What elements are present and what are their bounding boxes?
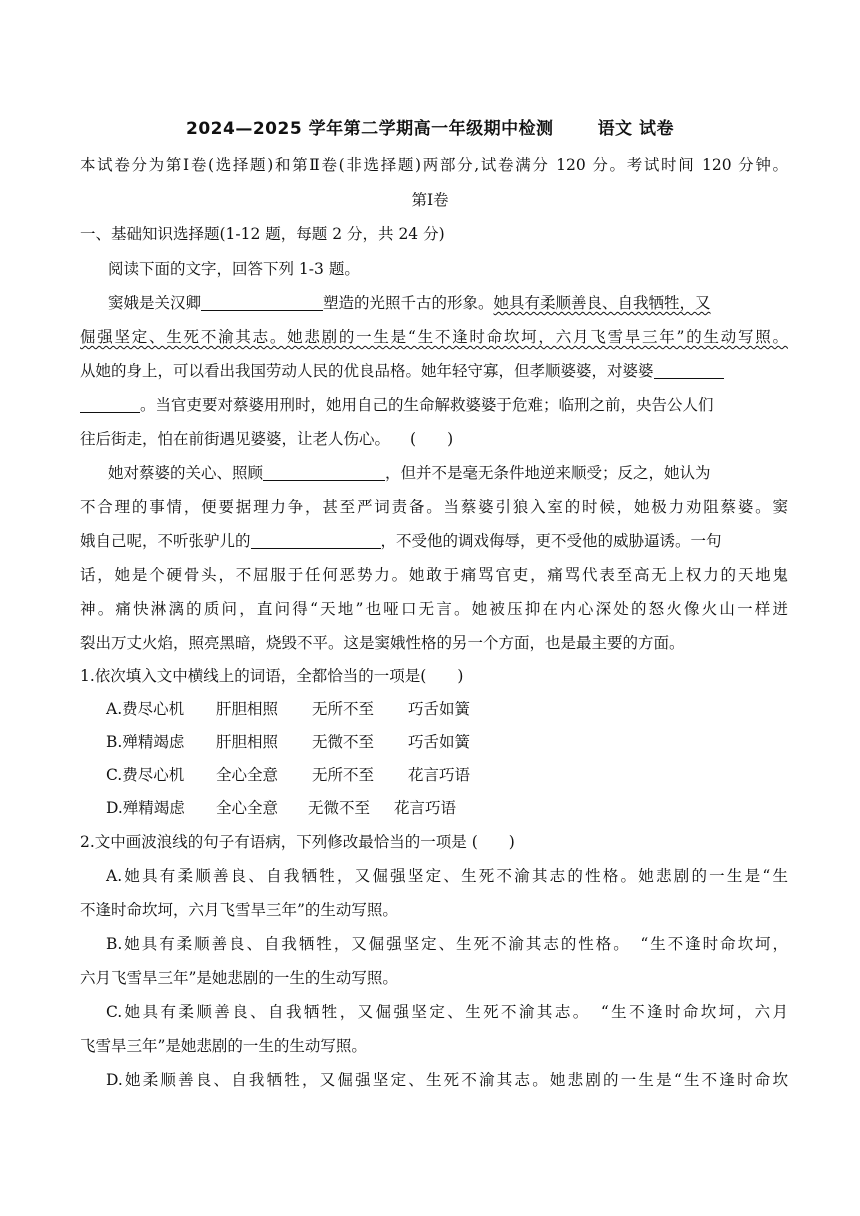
q1-option-c [106,765,786,785]
option-text: 花言巧语 [408,766,471,784]
exam-title [0,114,860,139]
passage-text: 往后街走，怕在前街遇见婆婆，让老人伤心。 [80,430,391,448]
q2-option-c: C.她具有柔顺善良、自我牺牲，又倔强坚定、生死不渝其志。 “生不逢时命坎坷，六月 [106,1003,788,1021]
option-text: 无微不至 [308,799,371,817]
passage-text: ，但并不是毫无条件地逆来顺受；反之，她认为 [385,464,711,482]
title-text: 2024—2025 学年第二学期高一年级期中检测 [186,119,554,139]
question-1-stem: 1.依次填入文中横线上的词语，全都恰当的一项是( ) [80,667,464,685]
q2-option-a-cont: 不逢时命坎坷，六月飞雪旱三年”的生动写照。 [80,901,398,919]
subject-label: 语文 试卷 [597,119,674,139]
passage-line [80,531,788,551]
passage-line [80,361,788,381]
passage-text: 塑造的光照千古的形象。 [323,294,494,312]
intro-text: 本试卷分为第Ⅰ卷(选择题)和第Ⅱ卷(非选择题)两部分,试卷满分 120 分。考试时间 120 分钟。 [80,156,788,174]
q2-option-b: B.她具有柔顺善良、自我牺牲，又倔强坚定、生死不渝其志的性格。 “生不逢时命坎坷， [106,935,788,953]
fill-blank [201,294,323,311]
passage-line [108,293,788,313]
option-text: 肝胆相照 [216,700,279,718]
passage-line [80,395,788,415]
option-text: A.费尽心机 [106,700,185,718]
option-text: 肝胆相照 [216,733,279,751]
passage-line [108,463,788,483]
option-text: 花言巧语 [394,799,457,817]
answer-paren: ( ) [410,430,454,448]
passage-text: 窦娥是关汉卿 [108,294,202,312]
passage-line: 话，她是个硬骨头，不屈服于任何恶势力。她敢于痛骂官吏，痛骂代表至高无上权力的天地鬼 [80,566,788,584]
option-text: 巧舌如簧 [408,700,471,718]
fill-blank [251,532,381,549]
fill-blank [80,396,140,413]
q2-option-b-cont: 六月飞雪旱三年”是她悲剧的一生的生动写照。 [80,969,398,987]
wavy-sentence: 倔强坚定、生死不渝其志。她悲剧的一生是“生不逢时命坎坷，六月飞雪旱三年”的生动写照。 [80,328,788,346]
passage-text: ，不受他的调戏侮辱，更不受他的威胁逼诱。一句 [380,532,722,550]
passage-text: 。当官吏要对蔡婆用刑时，她用自己的生命解救婆婆于危难；临刑之前，央告公人们 [140,396,714,414]
q1-option-b [106,732,786,752]
q2-option-d: D.她柔顺善良、自我牺牲，又倔强坚定、生死不渝其志。她悲剧的一生是“生不逢时命坎 [106,1071,788,1089]
reading-instruction: 阅读下面的文字，回答下列 1-3 题。 [108,260,360,278]
fill-blank [263,464,385,481]
passage-line [80,327,788,347]
section-heading: 一、基础知识选择题(1-12 题，每题 2 分，共 24 分) [80,225,445,243]
passage-line: 不合理的事情，便要据理力争，甚至严词责备。当蔡婆引狼入室的时候，她极力劝阻蔡婆。窦 [80,498,788,516]
volume-label: 第Ⅰ卷 [411,191,449,209]
passage-text: 娥自己呢，不听张驴儿的 [80,532,251,550]
passage-line [80,429,788,449]
fill-blank [654,362,724,379]
passage-line: 神。痛快淋漓的质问，直问得“天地”也哑口无言。她被压抑在内心深处的怒火像火山一样迸 [80,600,788,618]
option-text: 无微不至 [312,733,375,751]
option-text: 全心全意 [216,766,279,784]
option-text: 巧舌如簧 [408,733,471,751]
option-text: 无所不至 [312,766,375,784]
wavy-sentence: 她具有柔顺善良、自我牺牲，又 [493,294,711,312]
q1-option-d [106,798,786,818]
passage-text: 她对蔡婆的关心、照顾 [108,464,264,482]
passage-line: 裂出万丈火焰，照亮黑暗，烧毁不平。这是窦娥性格的另一个方面，也是最主要的方面。 [80,634,685,652]
q1-option-a [106,699,786,719]
q2-option-a: A.她具有柔顺善良、自我牺牲，又倔强坚定、生死不渝其志的性格。她悲剧的一生是“生 [106,867,788,885]
option-text: B.殚精竭虑 [106,733,185,751]
q2-option-c-cont: 飞雪旱三年”是她悲剧的一生的生动写照。 [80,1037,367,1055]
passage-text: 从她的身上，可以看出我国劳动人民的优良品格。她年轻守寡，但孝顺婆婆，对婆婆 [80,362,654,380]
question-2-stem: 2.文中画波浪线的句子有语病，下列修改最恰当的一项是 ( ) [80,833,515,851]
option-text: 全心全意 [216,799,279,817]
option-text: 无所不至 [312,700,375,718]
option-text: C.费尽心机 [106,766,185,784]
option-text: D.殚精竭虑 [106,799,185,817]
